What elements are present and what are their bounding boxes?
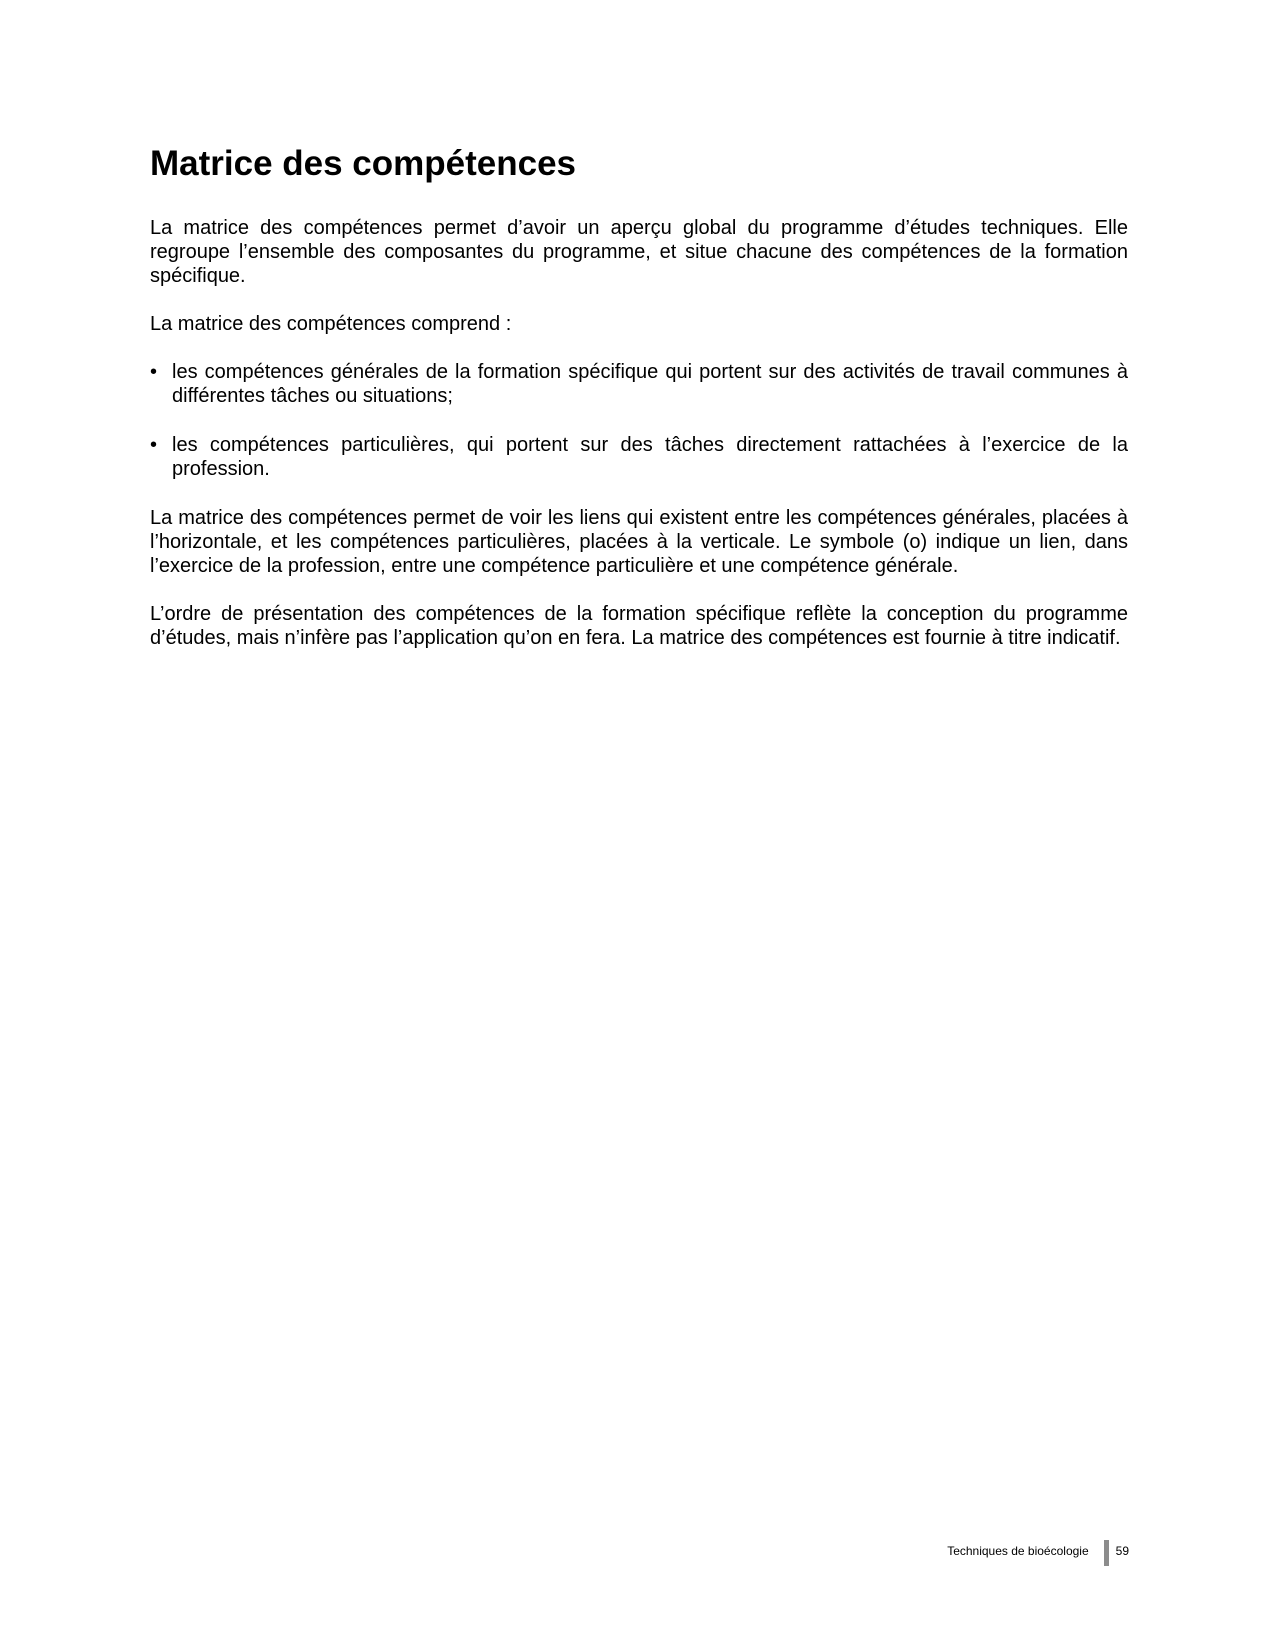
footer-divider-bar bbox=[1104, 1540, 1109, 1566]
list-item bbox=[150, 360, 1128, 408]
intro-paragraph: La matrice des compétences permet d’avoir un aperçu global du programme d’études techniques. Elle regroupe l’ensemble des composantes du programme, et situe chacune des compétences de la formation spécifique. bbox=[150, 217, 1128, 287]
page-content bbox=[150, 142, 1128, 674]
competence-list bbox=[150, 360, 1128, 481]
footer-document-title: Techniques de bioécologie bbox=[947, 1544, 1089, 1558]
list-item bbox=[150, 433, 1128, 481]
page-title: Matrice des compétences bbox=[150, 144, 577, 183]
bullet-icon: • bbox=[150, 361, 158, 383]
list-intro-paragraph: La matrice des compétences comprend : bbox=[150, 313, 512, 335]
links-paragraph: La matrice des compétences permet de voir les liens qui existent entre les compétences générales, placées à l’horizontale, et les compétences particulières, placées à la verticale. Le symbole (o) indique un lien, dans l’exercice de la profession, entre une compétence particulière et une compétence générale. bbox=[150, 507, 1128, 577]
list-item-text: les compétences particulières, qui portent sur des tâches directement rattachées à l’exercice de la profession. bbox=[172, 434, 1128, 480]
page-footer bbox=[947, 1540, 1129, 1570]
list-item-text: les compétences générales de la formation spécifique qui portent sur des activités de travail communes à différentes tâches ou situations; bbox=[172, 361, 1128, 407]
bullet-icon: • bbox=[150, 434, 158, 456]
order-paragraph: L’ordre de présentation des compétences de la formation spécifique reflète la conception du programme d’études, mais n’infère pas l’application qu’on en fera. La matrice des compétences est fournie à titre indicatif. bbox=[150, 603, 1128, 649]
page-number: 59 bbox=[1115, 1544, 1129, 1558]
